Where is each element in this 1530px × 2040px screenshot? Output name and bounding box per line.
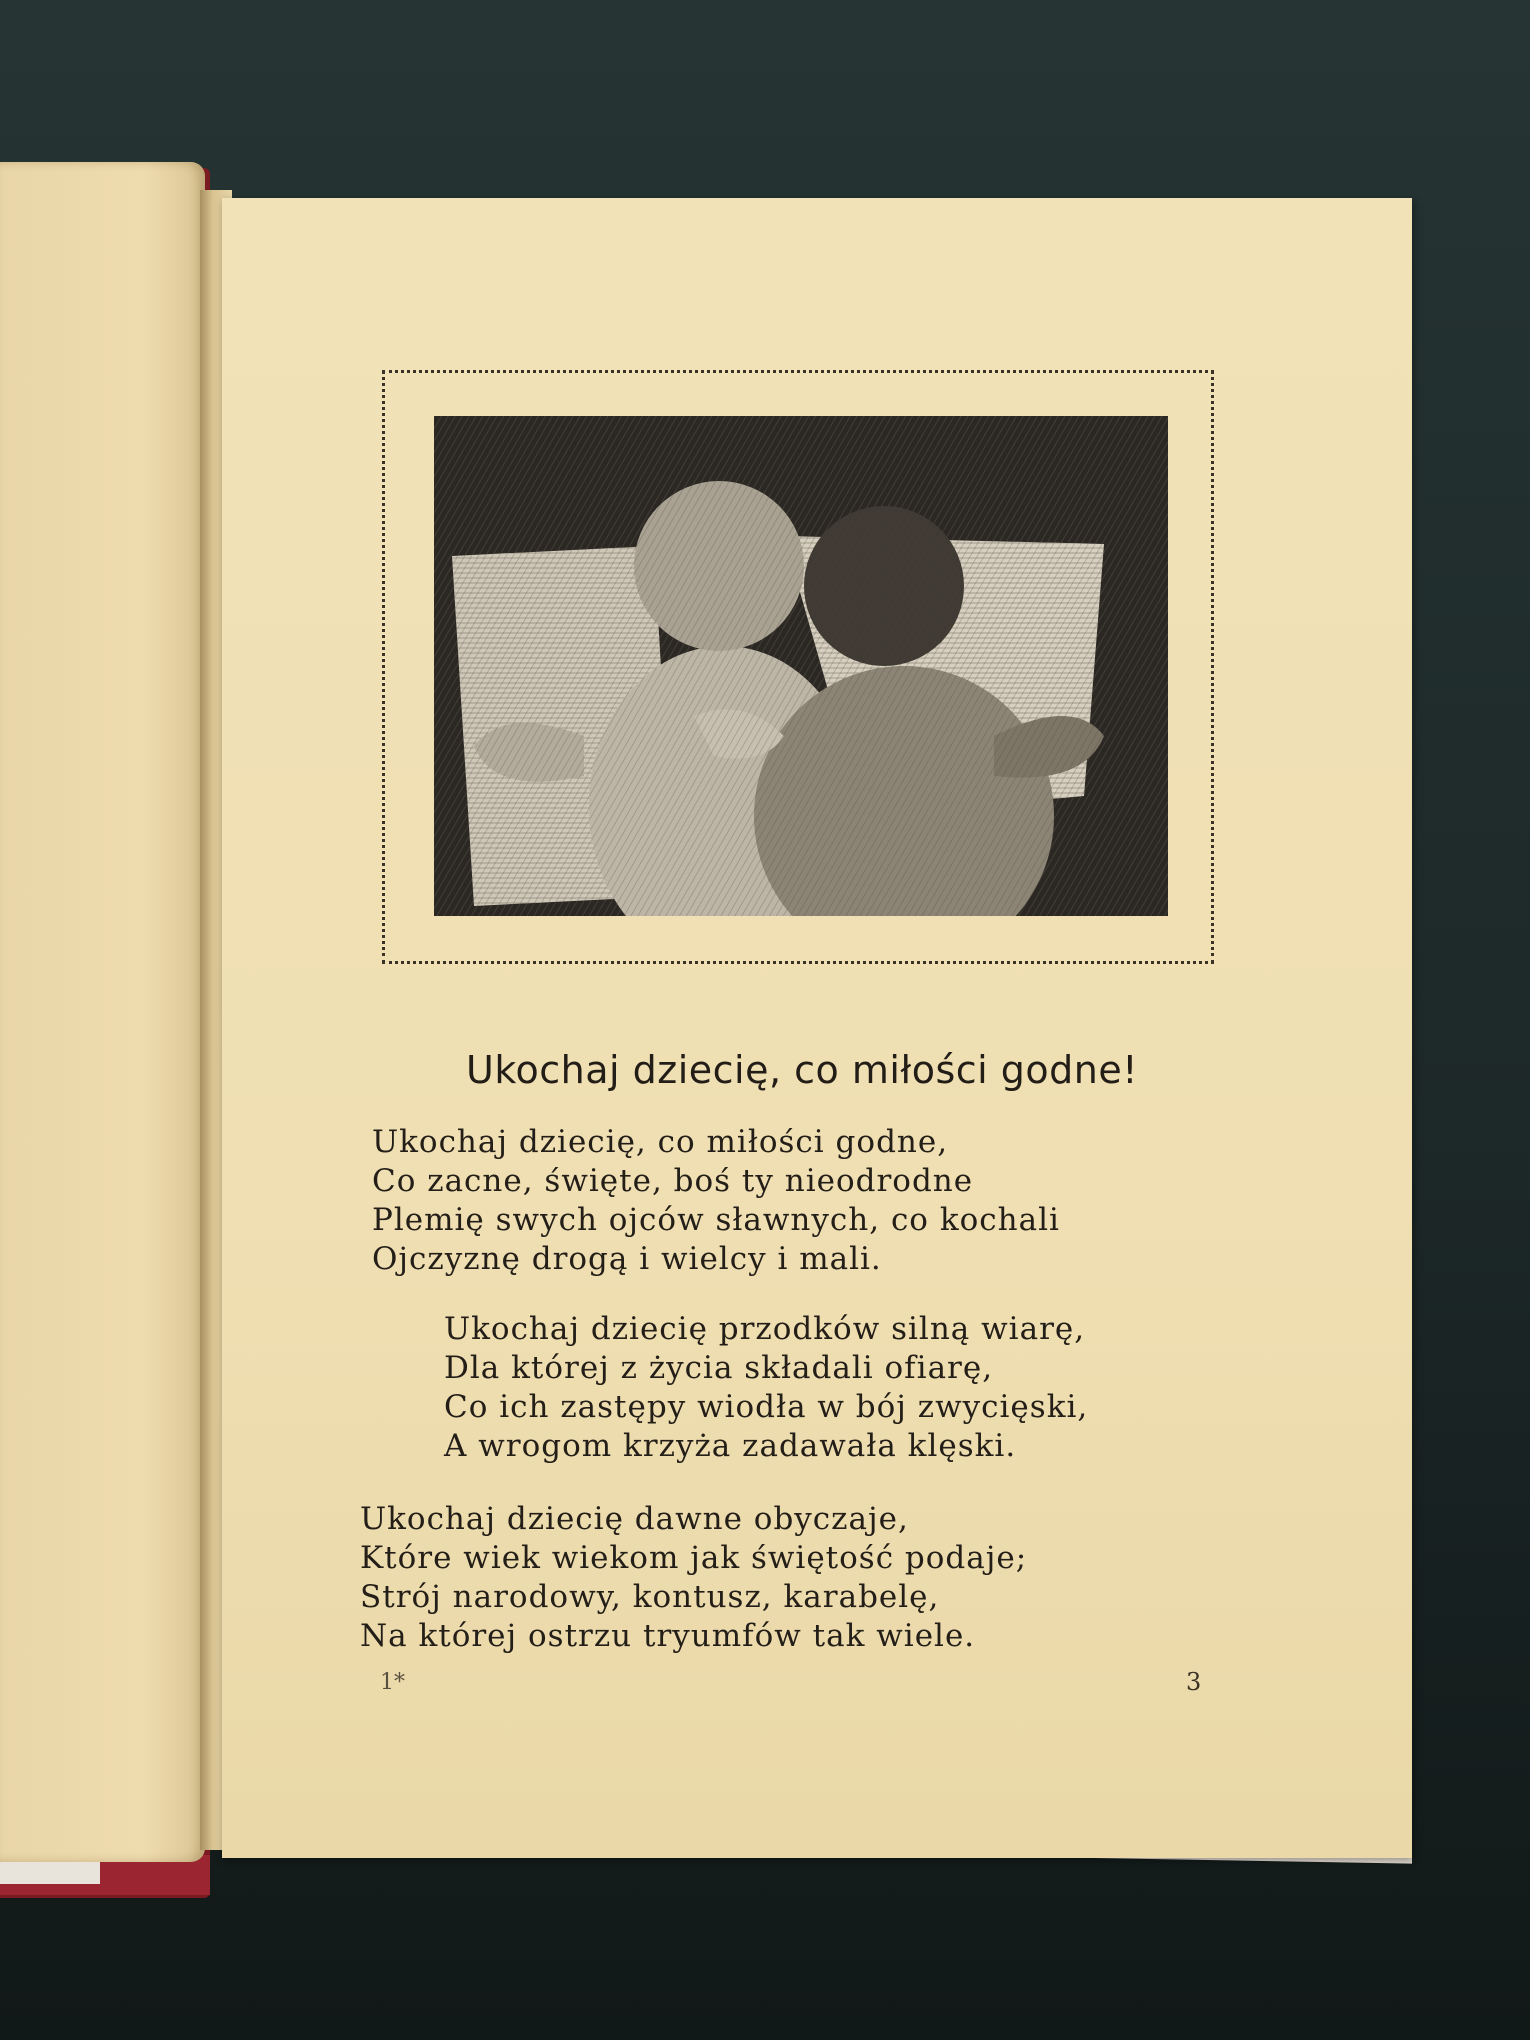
- engraving-illustration: [434, 416, 1168, 916]
- engraving-image: [434, 416, 1168, 916]
- stanza-3: [360, 1500, 1027, 1656]
- poem-line: Strój narodowy, kontusz, karabelę,: [360, 1579, 940, 1615]
- poem-line: Ojczyznę drogą i wielcy i mali.: [372, 1241, 882, 1277]
- poem-line: Ukochaj dziecię przodków silną wiarę,: [444, 1311, 1086, 1347]
- stanza-1: [372, 1123, 1060, 1279]
- poem-line: Ukochaj dziecię dawne obyczaje,: [360, 1501, 909, 1537]
- right-page: [222, 198, 1412, 1858]
- cover-label-strip: [0, 1862, 100, 1884]
- poem-line: Co ich zastępy wiodła w bój zwycięski,: [444, 1389, 1089, 1425]
- poem-line: Plemię swych ojców sławnych, co kochali: [372, 1202, 1060, 1238]
- poem-title: Ukochaj dziecię, co miłości godne!: [466, 1048, 1138, 1092]
- signature-mark: 1*: [380, 1670, 405, 1695]
- poem-line: Które wiek wiekom jak świętość podaje;: [360, 1540, 1028, 1576]
- poem-line: A wrogom krzyża zadawała klęski.: [444, 1428, 1017, 1464]
- poem-line: Na której ostrzu tryumfów tak wiele.: [360, 1618, 976, 1654]
- poem-line: Dla której z życia składali ofiarę,: [444, 1350, 994, 1386]
- poem-line: Co zacne, święte, boś ty nieodrodne: [372, 1163, 974, 1199]
- poem-line: Ukochaj dziecię, co miłości godne,: [372, 1124, 949, 1160]
- stanza-2: [444, 1310, 1088, 1466]
- left-page: [0, 162, 205, 1862]
- page-number: 3: [1186, 1668, 1202, 1696]
